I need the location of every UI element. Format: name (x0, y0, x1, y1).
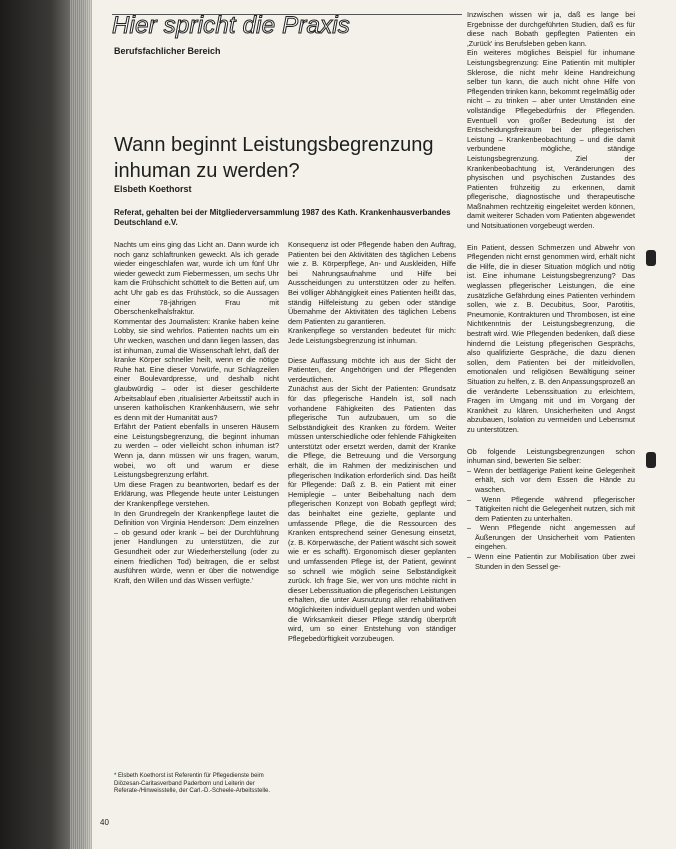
paragraph: Um diese Fragen zu beantworten, bedarf es der Erklärung, was Pflegende heute unter Leistungen der Krankenpflege verstehen. (114, 479, 279, 509)
paragraph: Ein weiteres mögliches Beispiel für inhumane Leistungsbegrenzung: Eine Patientin mit multipler Sklerose, die nicht mehr kleine Handreichung selber tun kann, die auch nicht ohne Hilfe von Pflegenden trinken kann, bekommt regelmäßig oder nicht – zu trinken – aber unter Umständen eine vollständige Pflegebedürfnis der Pflegenden. Eventuell von großer Bedeutung ist der Entscheidungsfreiraum bei der pflegerischen Leistung – Krankenbeobachtung – und die damit verbundene mögliche, ständige Leistungsbegrenzung. Ziel der Krankenbeobachtung ist, Veränderungen des physischen und psychischen Zustandes des Patienten frühzeitig zu erkennen, damit pflegerische, diagnostische und therapeutische Maßnahmen rechtzeitig eingeleitet werden können, damit weiterer Schaden vom Patienten abgewendet und Notsituationen vorgebeugt werden. (467, 48, 635, 231)
list-item: – Wenn eine Patientin zur Mobilisation über zwei Stunden in den Sessel ge- (467, 552, 635, 571)
article-author: Elsbeth Koethorst (114, 184, 192, 194)
paragraph: Zunächst aus der Sicht der Patienten: Grundsatz für das pflegerische Handeln ist, soll nach vorhandene Fähigkeiten des Patienten das pflegerische Tun aufzubauen, um so die Selbständigkeit des Kranken zu fördern. Weiter müssen unterschiedliche oder fehlende Fähigkeiten unterstützt oder ersetzt werden, damit der Kranke die Pflege, die Betreuung und die Versorgung erhält, die im Rahmen der medizinischen und pflegerischen Indikation erforderlich sind. Das heißt für Pflegende: Daß z. B. ein Patient mit einer Hemiplegie – unter Beibehaltung nach dem pflegerischen Konzept von Bobath gepflegt wird; das beinhaltet eine gezielte, geplante und umfassende Pflege, die die Ressourcen des Kranken entsprechend seiner Genesung einsetzt, (z. B. Körperwäsche, der Patient wäscht sich soweit wie er es schafft). Ergonomisch dieser geplanten und umfassenden Pflege ist, der Patient, gewinnt so schnell wie möglich seine Selbständigkeit zurück. Ich frage Sie, wer von uns möchte nicht in dieser Lebenssituation die pflegerischen Leistungen erhalten, die unter Ausnutzung aller rehabilitativen Möglichkeiten individuell geplant werden und wobei die Wirksamkeit dieser Pflege ständig überprüft wird, um so einer Entstehung von ständiger Pflegebedürftigkeit vorzubeugen. (288, 384, 456, 643)
paragraph: Konsequenz ist oder Pflegende haben den Auftrag, Patienten bei den Aktivitäten des täglichen Lebens wie z. B. Körperpflege, An- und Auskleiden, Hilfe bei Nahrungsaufnahme und Hilfe bei Ausscheidungen zu unterstützen oder zu helfen. Bei völliger Abhängigkeit eines Patienten heißt das, ständig Hilfeleistung zu geben oder ständige Übernahme der Aktivitäten des täglichen Lebens dem Patienten zu garantieren. (288, 240, 456, 326)
article-lead: Referat, gehalten bei der Mitgliederversammlung 1987 des Kath. Krankenhausverbandes Deutschland e.V. (114, 208, 451, 227)
paragraph: Kommentar des Journalisten: Kranke haben keine Lobby, sie sind wehrlos. Patienten nachts um ein Uhr wecken, waschen und dann liegen lassen, das ist inhuman, zumal die Wissenschaft lehrt, daß der kranke Körper schneller heilt, wenn er die nötige Ruhe hat. Eine dieser Vorwürfe, nur Schlagzeilen einer Boulevardpresse, und deshalb nicht glaubwürdig – oder ist dieser geschilderte Arbeitsablauf eben ‚ritualisierter Arbeitsstil' auch in unseren katholischen Krankenhäusern, wie sehr es denn mit der Humanität aus? (114, 316, 279, 422)
bullet-list (467, 466, 635, 572)
binder-clip (646, 452, 656, 468)
paragraph: Ob folgende Leistungsbegrenzungen schon inhuman sind, bewerten Sie selber: (467, 446, 635, 466)
text-column-2 (288, 240, 456, 643)
list-item: – Wenn der bettlägerige Patient keine Gelegenheit erhält, sich vor dem Essen die Hände zu waschen. (467, 465, 635, 494)
paragraph-gap (288, 346, 456, 356)
paragraph: Nachts um eins ging das Licht an. Dann wurde ich noch ganz schlaftrunken geweckt. Als ich gerade wieder eingeschlafen war, wurde ich um fünf Uhr wieder geweckt zum Fiebermessen, um sechs Uhr kam die Frühschicht schüttelt to die Betten auf, um acht Uhr gab es das Frühstück, so die Aussagen einer 78-jährigen Frau mit Oberschenkelhalsfraktur. (114, 240, 279, 317)
paragraph: Diese Auffassung möchte ich aus der Sicht der Patienten, der Angehörigen und der Pflegenden verdeutlichen. (288, 355, 456, 384)
paragraph: Erfährt der Patient ebenfalls in unseren Häusern eine Leistungsbegrenzung, die beginnt inhuman zu werden – oder vielleicht schon inhuman ist? Wenn ja, dann müssen wir uns fragen, warum, wobei, wo oft und warum er diese Leistungsbegrenzung erfährt. (114, 422, 279, 480)
section-header-subtitle: Berufsfachlicher Bereich (114, 46, 221, 56)
paragraph-gap (467, 435, 635, 447)
book-page (92, 0, 676, 849)
section-header-title: Hier spricht die Praxis (112, 12, 351, 39)
binder-clip (646, 250, 656, 266)
page-number: 40 (100, 818, 109, 827)
footnote: * Elsbeth Koethorst ist Referentin für Pflegedienste beim Diözesan-Caritasverband Paderborn und Leiterin der Referate-/Hinweisstelle, der Carl.-D.-Scheele-Arbeitsstelle. (114, 773, 271, 794)
article-title: Wann beginnt Leistungsbegrenzung inhuman zu werden? (114, 134, 434, 182)
paragraph: Ein Patient, dessen Schmerzen und Abwehr von Pflegenden nicht ernst genommen wird, erhält nicht die Hilfe, die in dieser Situation möglich und nötig ist. Eine inhumane Leistungsbegrenzung? Das weglassen pflegerischer Leistungen, die eine zusätzliche Gefährdung eines Patienten verhindern sollen, wie z. B. Decubitus, Soor, Parotitis, Pneumonie, Kontrakturen und Thrombosen, ist eine Nichtkenntnis der Leistungsbegrenzung, die bestraft wird. Wie Pflegenden bedenken, daß diese hindernd die Leistung pflegerischen Gesprächs, also qualifizierte Gespräche, die dazu dienen sollen, dem Patienten bei der mitleidvollen, emotionalen und religiösen Bewältigung seiner Situation zu helfen, z. B. den Anpassungsprozeß an die veränderte Lebenssituation zu erleichtern, Fragen im Umgang mit und im Vorgang der Krankheit zu klären. Unsicherheiten und Angst abzubauen, Isolation zu vermeiden und Lebensmut zu unterstützen. (467, 242, 635, 434)
list-item: – Wenn Pflegende während pflegerischer Tätigkeiten nicht die Gelegenheit nutzen, sich mit dem Patienten zu unterhalten. (467, 494, 635, 523)
text-column-1 (114, 240, 279, 585)
paragraph: Krankenpflege so verstanden bedeutet für mich: Jede Leistungsbegrenzung ist inhuman. (288, 326, 456, 345)
paragraph-gap (467, 231, 635, 243)
paragraph: In den Grundregeln der Krankenpflege lautet die Definition von Virginia Henderson: ‚Dem einzelnen – ob gesund oder krank – bei der Durchführung jener Handlungen zu unterstützen, die zur Gesundheit oder zur Wiederherstellung (oder zu einem friedlichen Tod) beitragen, die er selbst ausführen würde, wenn er über die notwendige Kraft, den Willen und das Wissen verfügte.' (114, 508, 279, 585)
text-column-3 (467, 10, 635, 571)
list-item: – Wenn Pflegende nicht angemessen auf Äußerungen der Unsicherheit vom Patienten eingehen. (467, 523, 635, 552)
paragraph: Inzwischen wissen wir ja, daß es lange bei Ergebnisse der durchgeführten Studien, daß es für diese nach Bobath gepflegten Patienten ein ‚Zurück' ins Berufsleben geben kann. (467, 10, 635, 48)
